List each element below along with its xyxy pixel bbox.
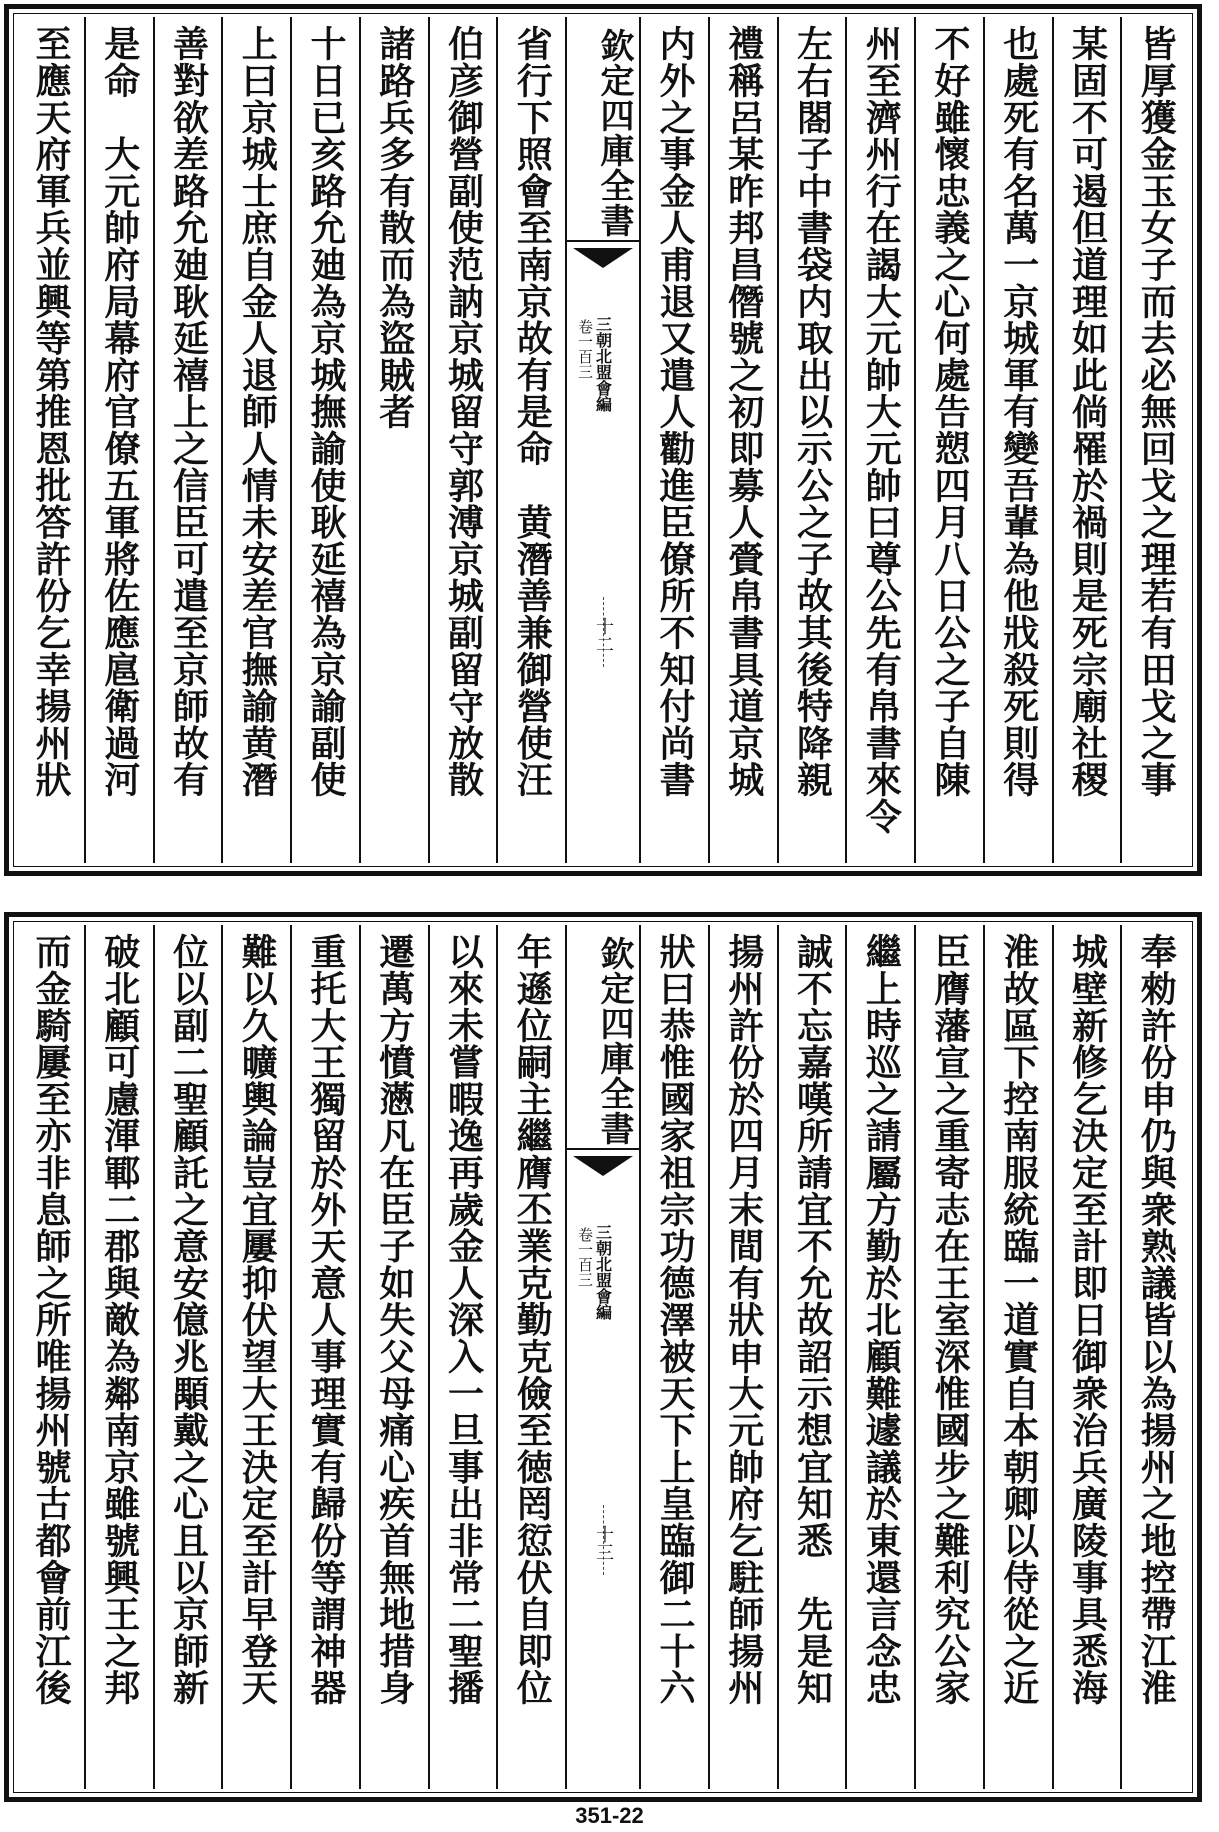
top-page-panel [4, 4, 1202, 876]
text-column: 淮故區下控南服統臨一道實自本朝卿以侍從之近 [983, 925, 1052, 1789]
text-column: 上曰京城士庶自金人退師人情未安差官撫諭黄潛 [221, 17, 290, 863]
text-column: 至應天府軍兵並興等第推恩批答許份乞幸揚州狀 [29, 25, 72, 798]
text-column: 重托大王獨留於外天意人事理實有歸份等謂神器 [290, 925, 359, 1789]
text-column: 諸路兵多有散而為盜賊者 [359, 17, 428, 863]
text-column: 以來未嘗暇逸再歲金人深入一旦事出非常二聖播 [428, 925, 497, 1789]
text-column: 城壁新修乞決定至計即日御衆治兵廣陵事具悉海 [1052, 925, 1121, 1789]
gutter-title: 欽定四庫全書 [567, 925, 639, 1150]
text-column: 是命 大元帥府局幕府官僚五軍將佐應扈衛過河 [84, 17, 153, 863]
fish-tail-mark [573, 1156, 633, 1176]
text-column: 奉勑許份申仍與衆熟議皆以為揚州之地控帶江淮 [1120, 925, 1189, 1789]
text-column: 臣膺藩宣之重寄志在王室深惟國步之難利究公家 [914, 925, 983, 1789]
text-column: 揚州許份於四月末間有狀申大元帥府乞駐師揚州 [708, 925, 777, 1789]
fish-tail-mark [573, 248, 633, 268]
text-column: 遷萬方憤懣凡在臣子如失父母痛心疾首無地措身 [359, 925, 428, 1789]
text-column: 而金騎屢至亦非息師之所唯揚州號古都會前江後 [29, 933, 72, 1706]
center-gutter [565, 925, 639, 1789]
gutter-volume: 卷一百三 [576, 319, 594, 379]
text-column: 年遜位嗣主繼膺丕業克勤克儉至徳罔愆伏自即位 [496, 925, 565, 1789]
bottom-page-panel [4, 912, 1202, 1802]
center-gutter [565, 17, 639, 863]
gutter-page-number: 十三 [593, 1525, 614, 1561]
text-column: 誠不忘嘉嘆所請宜不允故詔示想宜知悉 先是知 [777, 925, 846, 1789]
top-columns [17, 17, 1189, 863]
text-column: 伯彦御營副使范訥京城留守郭溥京城副留守放散 [428, 17, 497, 863]
page-number: 351-22 [575, 1803, 644, 1828]
text-column: 皆厚獲金玉女子而去必無回戈之理若有田戈之事 [1120, 17, 1189, 863]
text-column: 左右閤子中書袋内取出以示公之子故其後特降親 [777, 17, 846, 863]
text-column: 某固不可遏但道理如此倘罹於禍則是死宗廟社稷 [1052, 17, 1121, 863]
text-column: 内外之事金人甫退又遣人勸進臣僚所不知付尚書 [639, 17, 708, 863]
text-column: 位以副二聖顧託之意安億兆顒戴之心且以京師新 [153, 925, 222, 1789]
text-column: 也處死有名萬一京城軍有變吾輩為他戕殺死則得 [983, 17, 1052, 863]
text-column: 省行下照會至南京故有是命 黄潛善兼御營使汪 [496, 17, 565, 863]
gutter-page-number: 十二 [593, 617, 614, 653]
text-column: 破北顧可慮渾鄆二郡與敵為鄰南京雖號興王之邦 [84, 925, 153, 1789]
gutter-title: 欽定四庫全書 [567, 17, 639, 242]
gutter-book-title: 三朝北盟會編 [593, 1224, 613, 1320]
text-column: 難以久曠輿論豈宜屢抑伏望大王決定至計早登天 [221, 925, 290, 1789]
text-column: 州至濟州行在謁大元帥大元帥曰尊公先有帛書來令 [845, 17, 914, 863]
text-column: 禮稱呂某昨邦昌僭號之初即募人賫帛書具道京城 [708, 17, 777, 863]
text-column: 繼上時巡之請屬方勤於北顧難遽議於東還言念忠 [845, 925, 914, 1789]
gutter-book-title: 三朝北盟會編 [593, 316, 613, 412]
text-column: 狀曰恭惟國家祖宗功德澤被天下上皇臨御二十六 [639, 925, 708, 1789]
text-column: 善對欲差路允廸耿延禧上之信臣可遣至京師故有 [153, 17, 222, 863]
gutter-volume: 卷一百三 [576, 1227, 594, 1287]
bottom-columns [17, 925, 1189, 1789]
text-column: 不好雖懷忠義之心何處告愬四月八日公之子自陳 [914, 17, 983, 863]
text-column: 十日已亥路允廸為京城撫諭使耿延禧為京諭副使 [290, 17, 359, 863]
